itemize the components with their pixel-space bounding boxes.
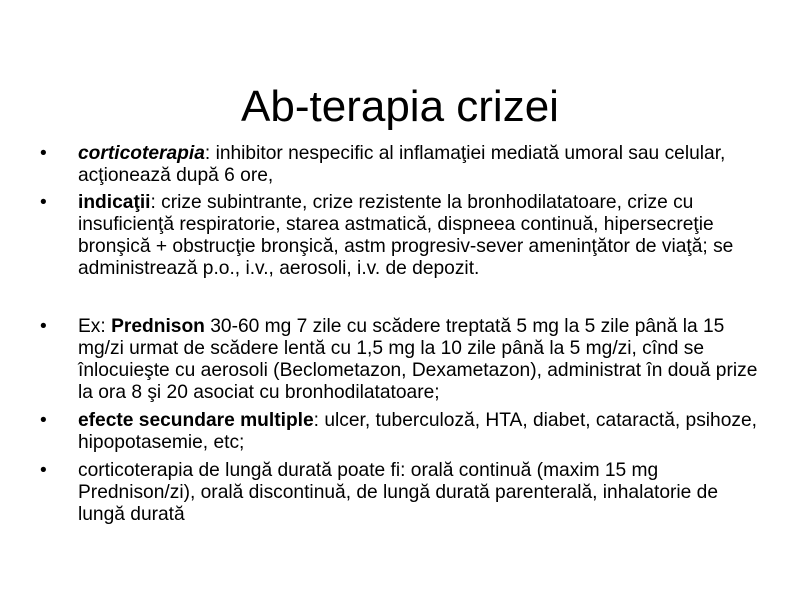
bullet-prednison-example xyxy=(40,316,765,404)
slide-title: Ab-terapia crizei xyxy=(241,82,559,132)
bullet-marker: • xyxy=(40,143,47,164)
bullet-term: indicaţii xyxy=(78,192,151,213)
bullet-term: efecte secundare multiple xyxy=(78,410,314,431)
bullet-text: corticoterapia de lungă durată poate fi: orală continuă (maxim 15 mg Prednison/zi), orală discontinuă, de lungă durată parenterală, inhalatorie de lungă durată xyxy=(78,460,718,525)
bullet-efecte-secundare xyxy=(40,410,765,454)
bullet-text: : crize subintrante, crize rezistente la bronhodilatatoare, crize cu insuficienţă respiratorie, starea astmatică, dispneea continuă, hipersecreţie bronşică + obstrucţie bronşică, astm progresiv-sever ameninţător de viaţă; se administrează p.o., i.v., aerosoli, i.v. de depozit. xyxy=(78,192,734,279)
bullet-term: Prednison xyxy=(111,316,205,337)
bullet-list xyxy=(40,143,765,526)
bullet-text: 30-60 mg 7 zile cu scădere treptată 5 mg la 5 zile până la 15 mg/zi urmat de scădere lentă cu 1,5 mg la 10 zile până la 5 mg/zi, cînd se înlocuieşte cu aerosoli (Beclometazon, Dexametazon), administrat în două prize la ora 8 şi 20 asociat cu bronhodilatatoare; xyxy=(78,316,758,403)
bullet-marker: • xyxy=(40,460,47,481)
bullet-lunga-durata xyxy=(40,460,765,526)
bullet-marker: • xyxy=(40,410,47,431)
bullet-prefix: Ex: xyxy=(78,316,112,337)
bullet-indicatii xyxy=(40,192,765,280)
bullet-marker: • xyxy=(40,316,47,337)
bullet-corticoterapia xyxy=(40,143,765,187)
bullet-term: corticoterapia xyxy=(78,143,205,164)
bullet-text: : ulcer, tuberculoză, HTA, diabet, cataractă, psihoze, hipopotasemie, etc; xyxy=(78,410,757,453)
bullet-marker: • xyxy=(40,192,47,213)
bullet-text: : inhibitor nespecific al inflamaţiei mediată umoral sau celular, acţionează după 6 ore, xyxy=(78,143,726,186)
